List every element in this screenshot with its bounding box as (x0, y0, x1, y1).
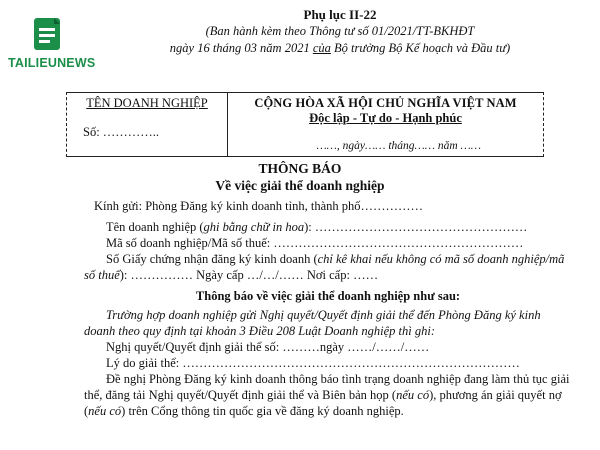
cert-line (62, 251, 572, 283)
company-name-dots: ): …………………………………………… (304, 220, 528, 234)
dateline: ……, ngày…… tháng…… năm …… (316, 140, 481, 152)
cert-hint: chỉ kê khai nếu không có mã số doanh nghiệp/mã số thuế (84, 252, 565, 282)
document-header (100, 6, 580, 57)
notice-title (0, 160, 600, 194)
enterprise-label: TÊN DOANH NGHIỆP (86, 96, 208, 110)
logo-text: TAILIEUNEWS (8, 56, 96, 70)
request-part-2: ), phương án giải quyết nợ ( (84, 388, 562, 418)
request-part-3: ) trên Cổng thông tin quốc gia về đăng ký doanh nghiệp. (121, 404, 404, 418)
tax-code-line: Mã số doanh nghiệp/Mã số thuế: …………………………………………………… (106, 236, 524, 250)
issued-line-2-suffix: Bộ trưởng Bộ Kế hoạch và Đầu tư) (330, 41, 511, 55)
issued-line-2 (100, 40, 580, 57)
recipient-line: Kính gửi: Phòng Đăng ký kinh doanh tỉnh, thành phố…………… (94, 199, 423, 213)
company-name-hint: ghi bằng chữ in hoa (203, 220, 305, 234)
enterprise-column (67, 93, 228, 156)
request-hint-2: nếu có (88, 404, 122, 418)
document-body (84, 198, 572, 419)
reason-line: Lý do giải thể: ……………………………………………………………………… (106, 356, 520, 370)
notice-title-sub: Về việc giải thể doanh nghiệp (215, 178, 385, 193)
company-name-line (84, 219, 572, 235)
republic-heading: CỘNG HÒA XÃ HỘI CHỦ NGHĨA VIỆT NAM (254, 96, 517, 110)
section-heading: Thông báo về việc giải thể doanh nghiệp như sau: (195, 289, 461, 303)
header-box (66, 92, 544, 157)
issued-line-2-underlined: của (312, 41, 331, 55)
notice-title-main: THÔNG BÁO (258, 161, 342, 176)
request-paragraph (84, 371, 572, 419)
issued-line-1: (Ban hành kèm theo Thông tư số 01/2021/TT-BKHĐT (205, 24, 475, 38)
company-name-label: Tên doanh nghiệp ( (106, 220, 204, 234)
number-line: Số: ………….. (83, 125, 160, 139)
cert-prefix: Số Giấy chứng nhận đăng ký kinh doanh ( (106, 252, 318, 266)
request-part-1: Đề nghị Phòng Đăng ký kinh doanh thông báo tình trạng doanh nghiệp đang làm thủ tục giải thể, đăng tải Nghị quyết/Quyết định giải thể và Biên bản họp ( (84, 372, 570, 402)
document-icon (30, 16, 68, 54)
motto: Độc lập - Tự do - Hạnh phúc (309, 111, 462, 125)
cert-suffix: ): …………… Ngày cấp …/…/…… Nơi cấp: …… (119, 268, 379, 282)
appendix-title: Phụ lục II-22 (303, 7, 377, 22)
request-hint-1: nếu có (396, 388, 430, 402)
issued-line-2-prefix: ngày 16 tháng 03 năm 2021 (169, 41, 313, 55)
case-text: Trường hợp doanh nghiệp gửi Nghị quyết/Quyết định giải thể đến Phòng Đăng ký kinh doanh theo quy định tại khoản 3 Điều 208 Luật Doanh nghiệp thì ghi: (84, 308, 541, 338)
resolution-line: Nghị quyết/Quyết định giải thể số: ………ngày ……/……/…… (106, 340, 430, 354)
